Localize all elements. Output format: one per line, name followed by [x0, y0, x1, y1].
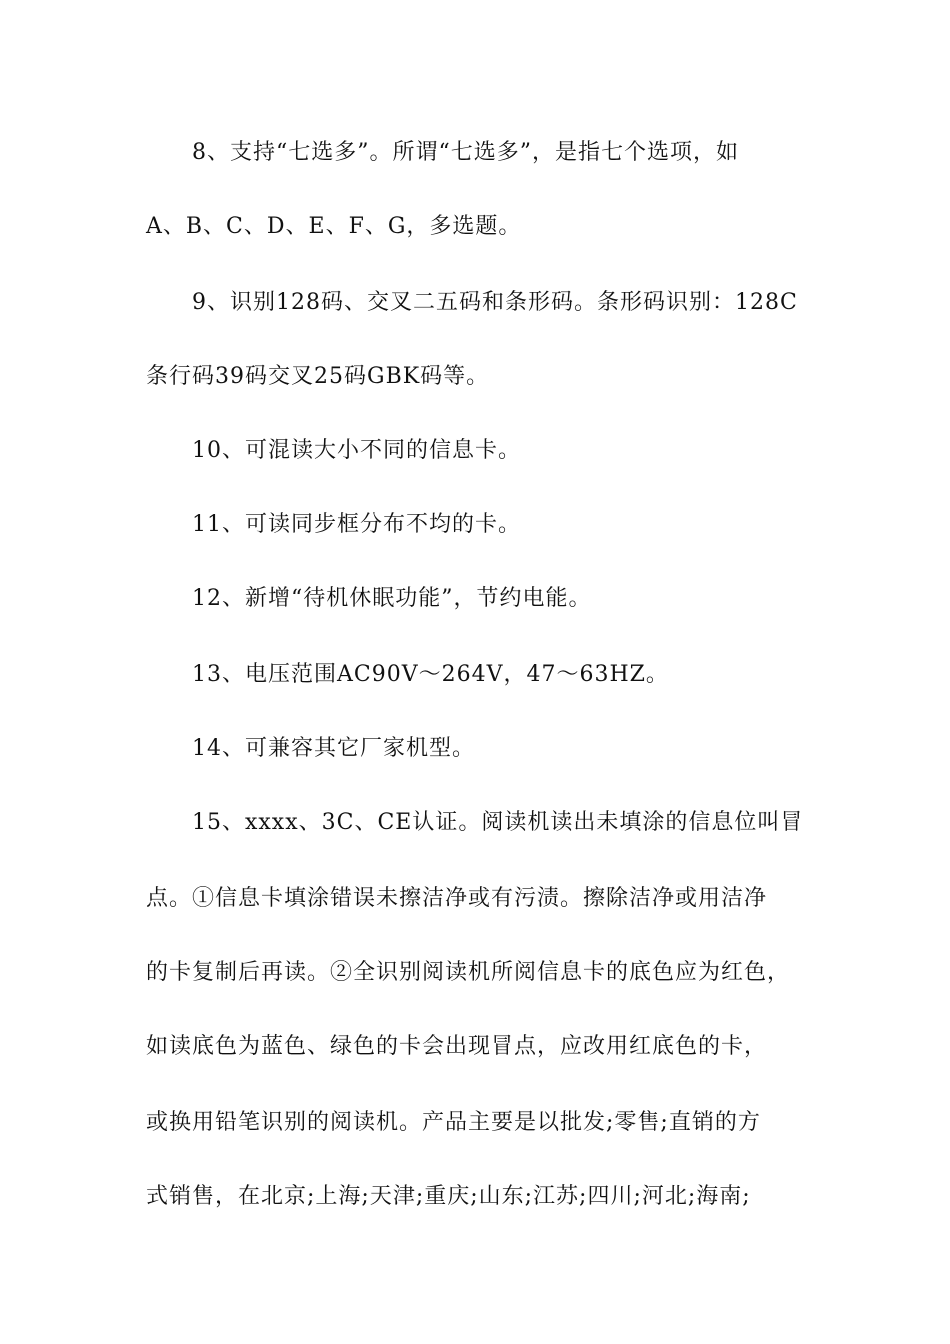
- item-9-line-1: 9、识别128码、交叉二五码和条形码。条形码识别：128C: [192, 290, 798, 315]
- item-15-line-1: 15、xxxx、3C、CE认证。阅读机读出未填涂的信息位叫冒: [192, 810, 804, 835]
- item-13: 13、电压范围AC90V～264V，47～63HZ。: [192, 662, 669, 687]
- item-15-line-5: 或换用铅笔识别的阅读机。产品主要是以批发;零售;直销的方: [146, 1110, 761, 1135]
- item-12: 12、新增“待机休眠功能”，节约电能。: [192, 586, 592, 611]
- item-11: 11、可读同步框分布不均的卡。: [192, 512, 521, 537]
- item-14: 14、可兼容其它厂家机型。: [192, 736, 475, 761]
- item-15-line-6: 式销售，在北京;上海;天津;重庆;山东;江苏;四川;河北;海南;: [146, 1184, 751, 1209]
- item-15-line-4: 如读底色为蓝色、绿色的卡会出现冒点，应改用红底色的卡，: [146, 1034, 768, 1059]
- item-8-line-1: 8、支持“七选多”。所谓“七选多”，是指七个选项，如: [192, 140, 739, 165]
- item-8-line-2: A、B、C、D、E、F、G，多选题。: [146, 214, 522, 239]
- item-10: 10、可混读大小不同的信息卡。: [192, 438, 521, 463]
- item-15-line-3: 的卡复制后再读。②全识别阅读机所阅信息卡的底色应为红色，: [146, 960, 791, 985]
- item-15-line-2: 点。①信息卡填涂错误未擦洁净或有污渍。擦除洁净或用洁净: [146, 886, 768, 911]
- item-9-line-2: 条行码39码交叉25码GBK码等。: [146, 364, 490, 389]
